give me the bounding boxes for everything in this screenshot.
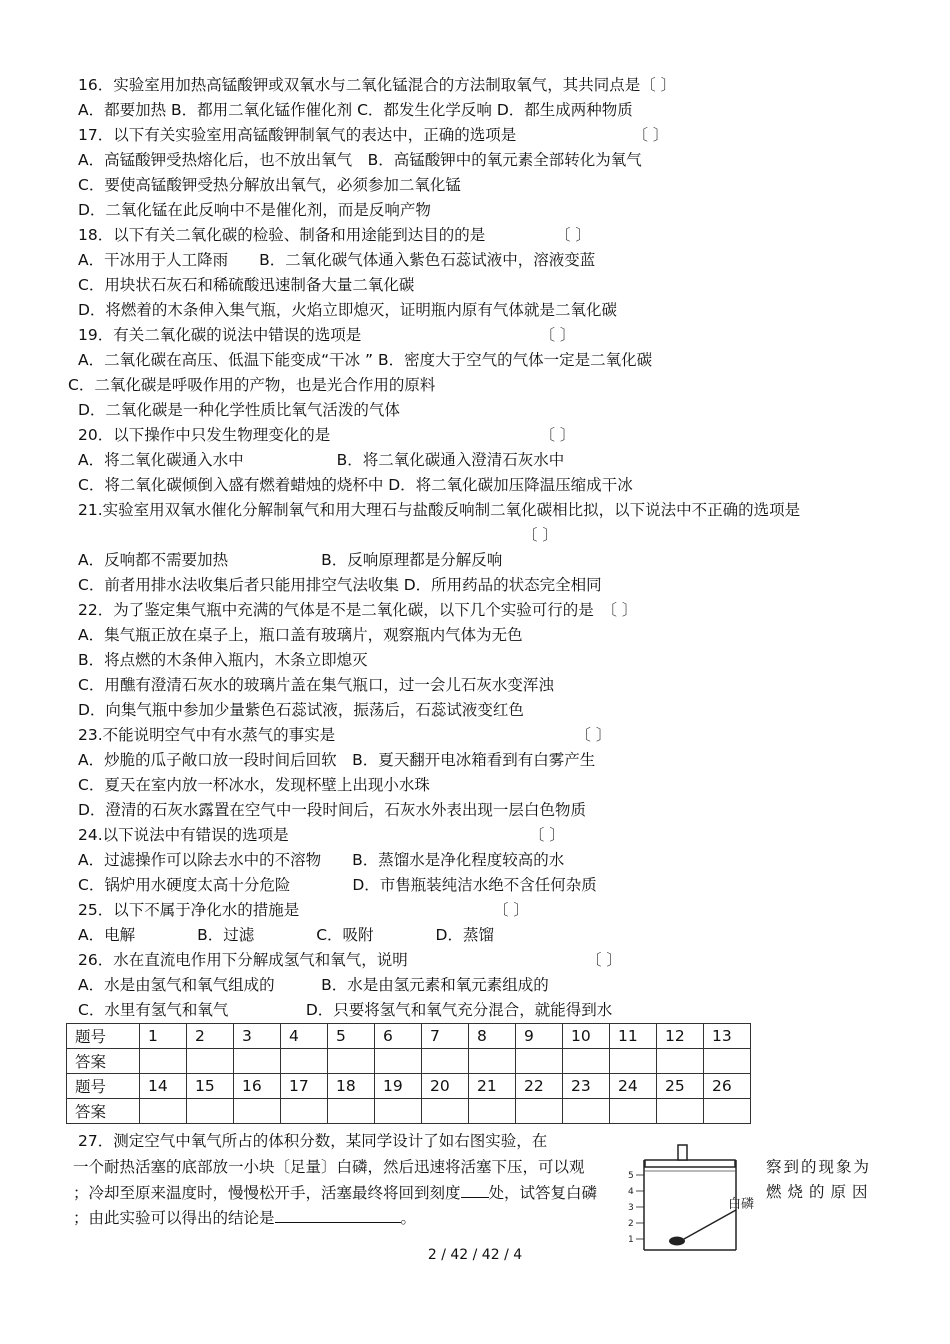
- question-line: 26．水在直流电作用下分解成氢气和氧气，说明 〔 〕: [78, 951, 622, 969]
- table-cell: 15: [187, 1074, 234, 1099]
- answer-cell[interactable]: [187, 1049, 234, 1074]
- table-cell: 26: [704, 1074, 751, 1099]
- question-line: 19．有关二氧化碳的说法中错误的选项是 〔 〕: [78, 326, 576, 344]
- question-line: D．澄清的石灰水露置在空气中一段时间后，石灰水外表出现一层白色物质: [78, 801, 586, 819]
- question-line: C．要使高锰酸钾受热分解放出氧气，必须参加二氧化锰: [78, 176, 461, 194]
- table-cell: 4: [281, 1024, 328, 1049]
- table-cell: 5: [328, 1024, 375, 1049]
- answer-blank[interactable]: [461, 1182, 489, 1198]
- answer-cell[interactable]: [375, 1049, 422, 1074]
- answer-cell[interactable]: [140, 1049, 187, 1074]
- question-line: 〔 〕: [522, 526, 558, 544]
- answer-cell[interactable]: [375, 1099, 422, 1124]
- answer-cell[interactable]: [657, 1099, 704, 1124]
- table-cell: 3: [234, 1024, 281, 1049]
- question-line: A．干冰用于人工降雨 B．二氧化碳气体通入紫色石蕊试液中，溶液变蓝: [78, 251, 596, 269]
- question-line: A．都要加热 B．都用二氧化锰作催化剂 C．都发生化学反响 D．都生成两种物质: [78, 101, 633, 119]
- table-cell: 14: [140, 1074, 187, 1099]
- tick-label: 2: [628, 1219, 634, 1229]
- table-header-cell: 答案: [67, 1099, 140, 1124]
- page-footer: 2 / 42 / 42 / 4: [427, 1247, 523, 1263]
- q27-line1: 27．测定空气中氧气所占的体积分数，某同学设计了如右图实验，在: [78, 1132, 548, 1150]
- question-line: A．二氧化碳在高压、低温下能变成“干冰 ” B．密度大于空气的气体一定是二氧化碳: [78, 351, 653, 369]
- q27-line4: [73, 1207, 416, 1228]
- label-pointer-line: [684, 1210, 736, 1239]
- table-cell: 10: [563, 1024, 610, 1049]
- table-row: [67, 1024, 751, 1049]
- table-cell: 20: [422, 1074, 469, 1099]
- tick-label: 4: [628, 1187, 634, 1197]
- q27-line3: [73, 1182, 597, 1203]
- question-line: C．前者用排水法收集后者只能用排空气法收集 D．所用药品的状态完全相同: [78, 576, 602, 594]
- q27-line2: 一个耐热活塞的底部放一小块〔足量〕白磷，然后迅速将活塞下压，可以观: [73, 1158, 585, 1176]
- tick-label: 5: [628, 1171, 634, 1181]
- q27-line4a: ；由此实验可以得出的结论是: [73, 1209, 275, 1227]
- table-row: [67, 1049, 751, 1074]
- answer-cell[interactable]: [281, 1099, 328, 1124]
- question-line: A．将二氧化碳通入水中 B．将二氧化碳通入澄清石灰水中: [78, 451, 565, 469]
- question-line: A．集气瓶正放在桌子上，瓶口盖有玻璃片，观察瓶内气体为无色: [78, 626, 523, 644]
- q27-line3a: ；冷却至原来温度时，慢慢松开手，活塞最终将回到刻度: [73, 1184, 461, 1202]
- question-line: 17．以下有关实验室用高锰酸钾制氧气的表达中，正确的选项是 〔 〕: [78, 126, 669, 144]
- answer-cell[interactable]: [187, 1099, 234, 1124]
- table-cell: 13: [704, 1024, 751, 1049]
- table-row: [67, 1074, 751, 1099]
- question-line: 20．以下操作中只发生物理变化的是 〔 〕: [78, 426, 576, 444]
- table-cell: 22: [516, 1074, 563, 1099]
- table-cell: 9: [516, 1024, 563, 1049]
- answer-cell[interactable]: [422, 1049, 469, 1074]
- question-line: 16．实验室用加热高锰酸钾或双氧水与二氧化锰混合的方法制取氧气，其共同点是〔 〕: [78, 76, 677, 94]
- question-line: 22．为了鉴定集气瓶中充满的气体是不是二氧化碳，以下几个实验可行的是 〔 〕: [78, 601, 638, 619]
- answer-blank[interactable]: [275, 1207, 401, 1223]
- white-phosphorus: [669, 1237, 685, 1246]
- table-header-cell: 题号: [67, 1024, 140, 1049]
- question-line: A．电解 B．过滤 C．吸附 D．蒸馏: [78, 926, 494, 944]
- answer-cell[interactable]: [516, 1099, 563, 1124]
- question-line: C．夏天在室内放一杯冰水，发现杯壁上出现小水珠: [78, 776, 430, 794]
- table-cell: 1: [140, 1024, 187, 1049]
- table-cell: 16: [234, 1074, 281, 1099]
- table-cell: 7: [422, 1024, 469, 1049]
- answer-table: [66, 1023, 751, 1124]
- answer-cell[interactable]: [657, 1049, 704, 1074]
- question-line: D．向集气瓶中参加少量紫色石蕊试液，振荡后，石蕊试液变红色: [78, 701, 524, 719]
- table-header-cell: 答案: [67, 1049, 140, 1074]
- question-line: 25．以下不属于净化水的措施是 〔 〕: [78, 901, 529, 919]
- answer-cell[interactable]: [469, 1099, 516, 1124]
- answer-cell[interactable]: [516, 1049, 563, 1074]
- answer-cell[interactable]: [610, 1049, 657, 1074]
- question-line: C．水里有氢气和氧气 D．只要将氢气和氧气充分混合，就能得到水: [78, 1001, 613, 1019]
- answer-cell[interactable]: [563, 1049, 610, 1074]
- question-line: B．将点燃的木条伸入瓶内，木条立即熄灭: [78, 651, 368, 669]
- answer-cell[interactable]: [234, 1049, 281, 1074]
- question-line: D．二氧化锰在此反响中不是催化剂，而是反响产物: [78, 201, 431, 219]
- answer-cell[interactable]: [328, 1099, 375, 1124]
- table-header-cell: 题号: [67, 1074, 140, 1099]
- answer-cell[interactable]: [234, 1099, 281, 1124]
- answer-cell[interactable]: [704, 1099, 751, 1124]
- question-line: 23.不能说明空气中有水蒸气的事实是 〔 〕: [78, 726, 612, 744]
- question-line: A．炒脆的瓜子敞口放一段时间后回软 B．夏天翻开电冰箱看到有白雾产生: [78, 751, 596, 769]
- piston-cylinder-diagram: [618, 1140, 758, 1260]
- question-line: C．锅炉用水硬度太高十分危险 D．市售瓶装纯洁水绝不含任何杂质: [78, 876, 597, 894]
- q27-line3b: 处，试答复白磷: [488, 1184, 598, 1202]
- table-cell: 6: [375, 1024, 422, 1049]
- table-cell: 2: [187, 1024, 234, 1049]
- question-line: A．高锰酸钾受热熔化后，也不放出氧气 B．高锰酸钾中的氧元素全部转化为氧气: [78, 151, 642, 169]
- table-cell: 12: [657, 1024, 704, 1049]
- question-line: A．水是由氢气和氧气组成的 B．水是由氢元素和氧元素组成的: [78, 976, 549, 994]
- tick-label: 1: [628, 1235, 634, 1245]
- answer-cell[interactable]: [469, 1049, 516, 1074]
- piston-rod: [678, 1145, 687, 1160]
- answer-cell[interactable]: [281, 1049, 328, 1074]
- table-cell: 11: [610, 1024, 657, 1049]
- answer-cell[interactable]: [422, 1099, 469, 1124]
- question-line: C．二氧化碳是呼吸作用的产物，也是光合作用的原料: [68, 376, 436, 394]
- answer-cell[interactable]: [704, 1049, 751, 1074]
- q27-line4b: 。: [400, 1209, 417, 1227]
- answer-cell[interactable]: [563, 1099, 610, 1124]
- question-line: 21.实验室用双氧水催化分解制氧气和用大理石与盐酸反响制二氧化碳相比拟，以下说法中不正确的选项是: [78, 501, 801, 519]
- piston: [645, 1160, 735, 1167]
- question-line: A．过滤操作可以除去水中的不溶物 B．蒸馏水是净化程度较高的水: [78, 851, 565, 869]
- answer-cell[interactable]: [328, 1049, 375, 1074]
- question-line: C．将二氧化碳倾倒入盛有燃着蜡烛的烧杯中 D．将二氧化碳加压降温压缩成干冰: [78, 476, 633, 494]
- q27-line3-right: 燃烧的原因: [766, 1183, 874, 1201]
- answer-cell[interactable]: [610, 1099, 657, 1124]
- table-cell: 25: [657, 1074, 704, 1099]
- answer-cell[interactable]: [140, 1099, 187, 1124]
- tick-label: 3: [628, 1203, 634, 1213]
- table-cell: 21: [469, 1074, 516, 1099]
- q27-line2-right: 察到的现象为: [766, 1158, 872, 1176]
- table-cell: 17: [281, 1074, 328, 1099]
- question-line: D．二氧化碳是一种化学性质比氧气活泼的气体: [78, 401, 400, 419]
- question-line: 18．以下有关二氧化碳的检验、制备和用途能到达目的的是 〔 〕: [78, 226, 591, 244]
- table-cell: 8: [469, 1024, 516, 1049]
- table-cell: 19: [375, 1074, 422, 1099]
- phosphorus-label: 白磷: [728, 1197, 755, 1212]
- table-cell: 23: [563, 1074, 610, 1099]
- question-line: A．反响都不需要加热 B．反响原理都是分解反响: [78, 551, 503, 569]
- question-line: C．用块状石灰石和稀硫酸迅速制备大量二氧化碳: [78, 276, 415, 294]
- question-line: C．用醮有澄清石灰水的玻璃片盖在集气瓶口，过一会儿石灰水变浑浊: [78, 676, 554, 694]
- table-cell: 24: [610, 1074, 657, 1099]
- table-cell: 18: [328, 1074, 375, 1099]
- table-row: [67, 1099, 751, 1124]
- question-line: D．将燃着的木条伸入集气瓶，火焰立即熄灭，证明瓶内原有气体就是二氧化碳: [78, 301, 617, 319]
- question-line: 24.以下说法中有错误的选项是 〔 〕: [78, 826, 565, 844]
